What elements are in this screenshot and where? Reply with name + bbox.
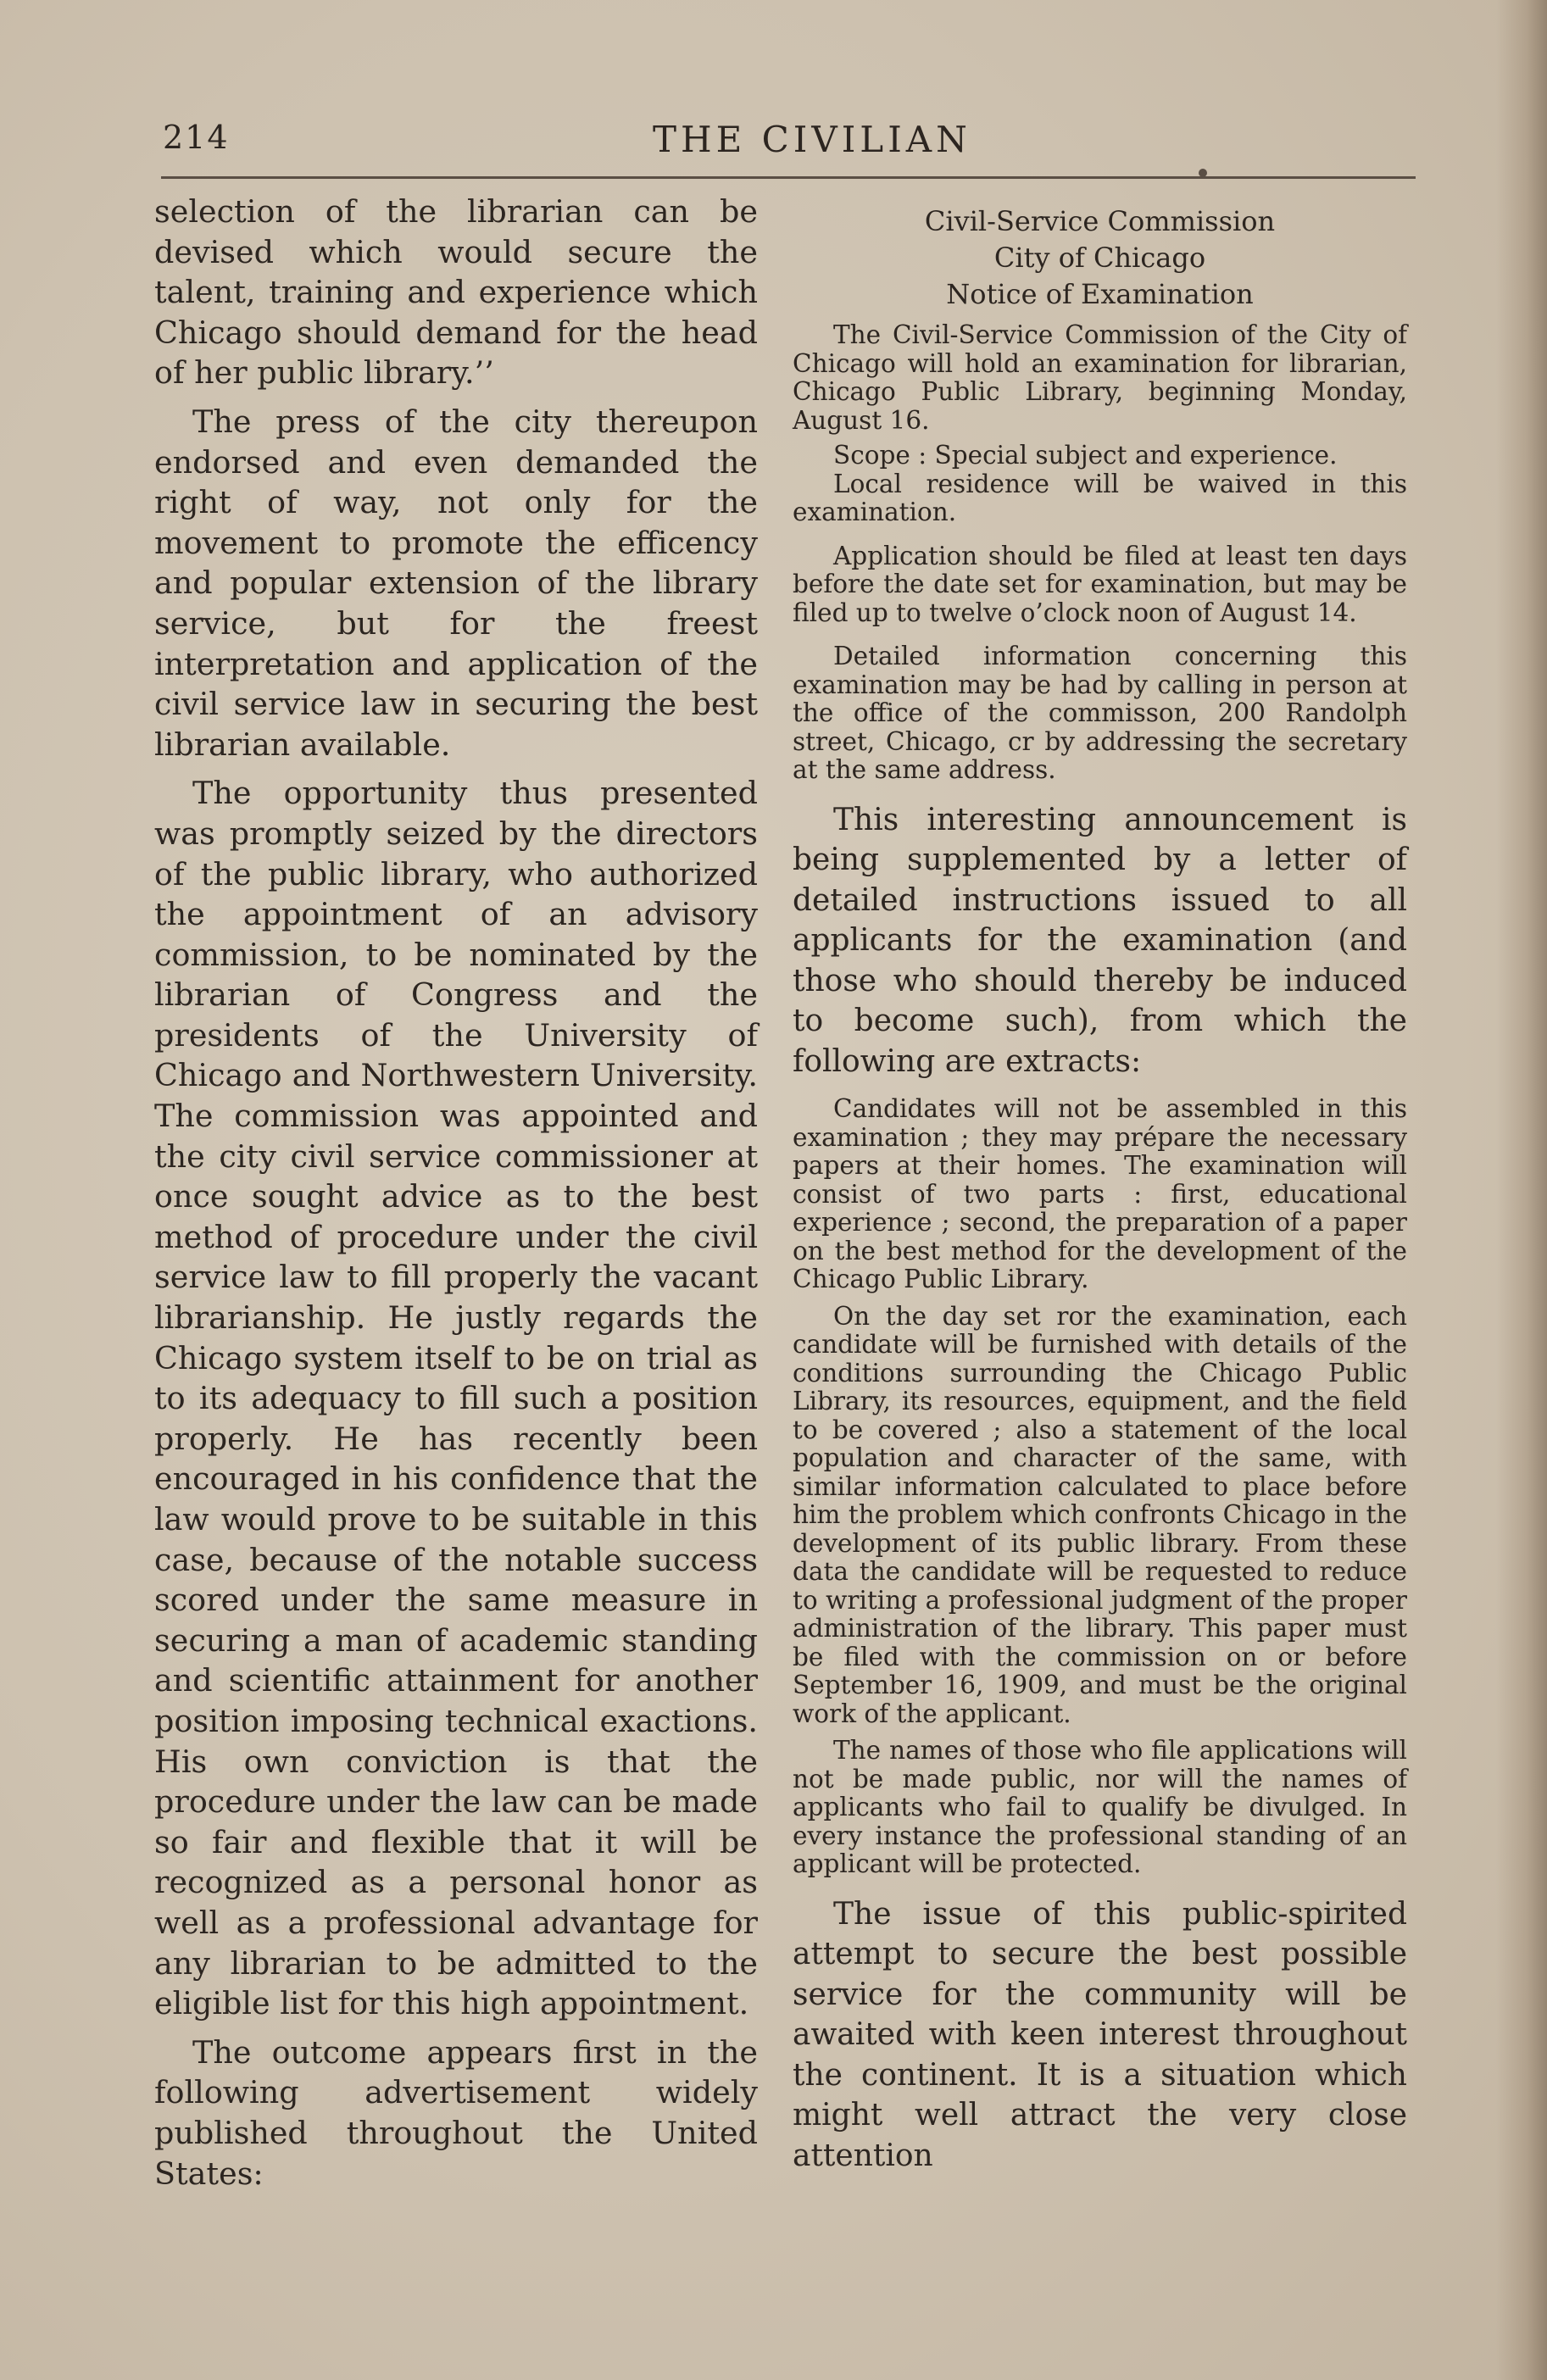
left-paragraph-1: selection of the librarian can be devised which would secure the talent, training and experience which Chicago should demand for the head of her public library.’’: [154, 193, 758, 392]
left-paragraph-2: The press of the city thereupon endorsed and even demanded the right of way, not only for the movement to promote the efficency and popular extension of the library service, but for the freest interpretation and application of the civil service law in securing the best librarian available.: [154, 403, 758, 763]
left-column: [154, 192, 758, 2194]
notice-body: [793, 321, 1407, 785]
notice-application: Application should be filed at least ten days before the date set for examination, but may be filed up to twelve o’clock noon of August 14.: [793, 541, 1407, 627]
page-number: 214: [163, 119, 230, 156]
announcement-paragraph: This interesting announcement is being supplemented by a letter of detailed instructions issued to all applicants for the examination (and those who should thereby be induced to become such), from which the following are extracts:: [793, 802, 1407, 1079]
page-edge-shadow: [1496, 0, 1547, 2380]
notice-heading-line-2: City of Chicago: [993, 242, 1206, 274]
extracts: [793, 1095, 1407, 1879]
right-column: [793, 203, 1407, 2176]
rule-ornament: [1199, 169, 1207, 177]
notice-heading: [793, 203, 1407, 313]
running-title: THE CIVILIAN: [653, 119, 971, 160]
notice-information: Detailed information concerning this examination may be had by calling in person at the office of the commisson, 200 Randolph street, Chicago, cr by addressing the secretary at the same address.: [793, 642, 1407, 784]
notice-scope: Scope : Special subject and experience.: [833, 441, 1338, 470]
header-rule: [161, 176, 1416, 179]
left-paragraph-3: The opportunity thus presented was promptly seized by the directors of the public library, who authorized the appointment of an advisory commission, to be nominated by the librarian of Congress and the presidents of the University of Chicago and Northwestern University. The commission was appointed and the city civil service commissioner at once sought advice as to the best method of procedure under the civil service law to fill properly the vacant librarianship. He justly regards the Chicago system itself to be on trial as to its adequacy to fill such a position properly. He has recently been encouraged in his confidence that the law would prove to be suitable in this case, because of the notable success scored under the same measure in securing a man of academic standing and scientific attainment for another position imposing technical exactions. His own conviction is that the procedure under the law can be made so fair and flexible that it will be recognized as a personal honor as well as a professional advantage for any librarian to be admitted to the eligible list for this high appointment.: [154, 775, 758, 2022]
notice-heading-line-1: Civil-Service Commission: [924, 205, 1276, 237]
extract-paragraph-2: On the day set ror the examination, each candidate will be furnished with details of the conditions surrounding the Chicago Public Library, its resources, equipment, and the field to be covered ; also a statement of the local population and character of the same, with similar information calculated to place before him the problem which confronts Chicago in the development of its public library. From these data the candidate will be requested to reduce to writing a professional judgment of the proper administration of the library. This paper must be filed with the commission on or before September 16, 1909, and must be the original work of the applicant.: [793, 1301, 1407, 1728]
notice-intro: The Civil-Service Commission of the City of Chicago will hold an examination for librarian, Chicago Public Library, beginning Monday, August 16.: [793, 320, 1407, 435]
extract-paragraph-1: Candidates will not be assembled in this examination ; they may prépare the necessary papers at their homes. The examination will consist of two parts : first, educational experience ; second, the preparation of a paper on the best method for the development of the Chicago Public Library.: [793, 1094, 1407, 1293]
extract-paragraph-3: The names of those who file applications will not be made public, nor will the names of applicants who fail to qualify be divulged. In every instance the professional standing of an applicant will be protected.: [793, 1736, 1407, 1878]
closing-paragraph: The issue of this public-spirited attempt to secure the best possible service for the community will be awaited with keen interest throughout the continent. It is a situation which might well attract the very close attention: [793, 1896, 1407, 2173]
notice-heading-line-3: Notice of Examination: [946, 278, 1254, 310]
notice-residence: Local residence will be waived in this examination.: [793, 469, 1407, 526]
left-paragraph-4: The outcome appears first in the following advertisement widely published throughout the United States:: [154, 2033, 758, 2192]
